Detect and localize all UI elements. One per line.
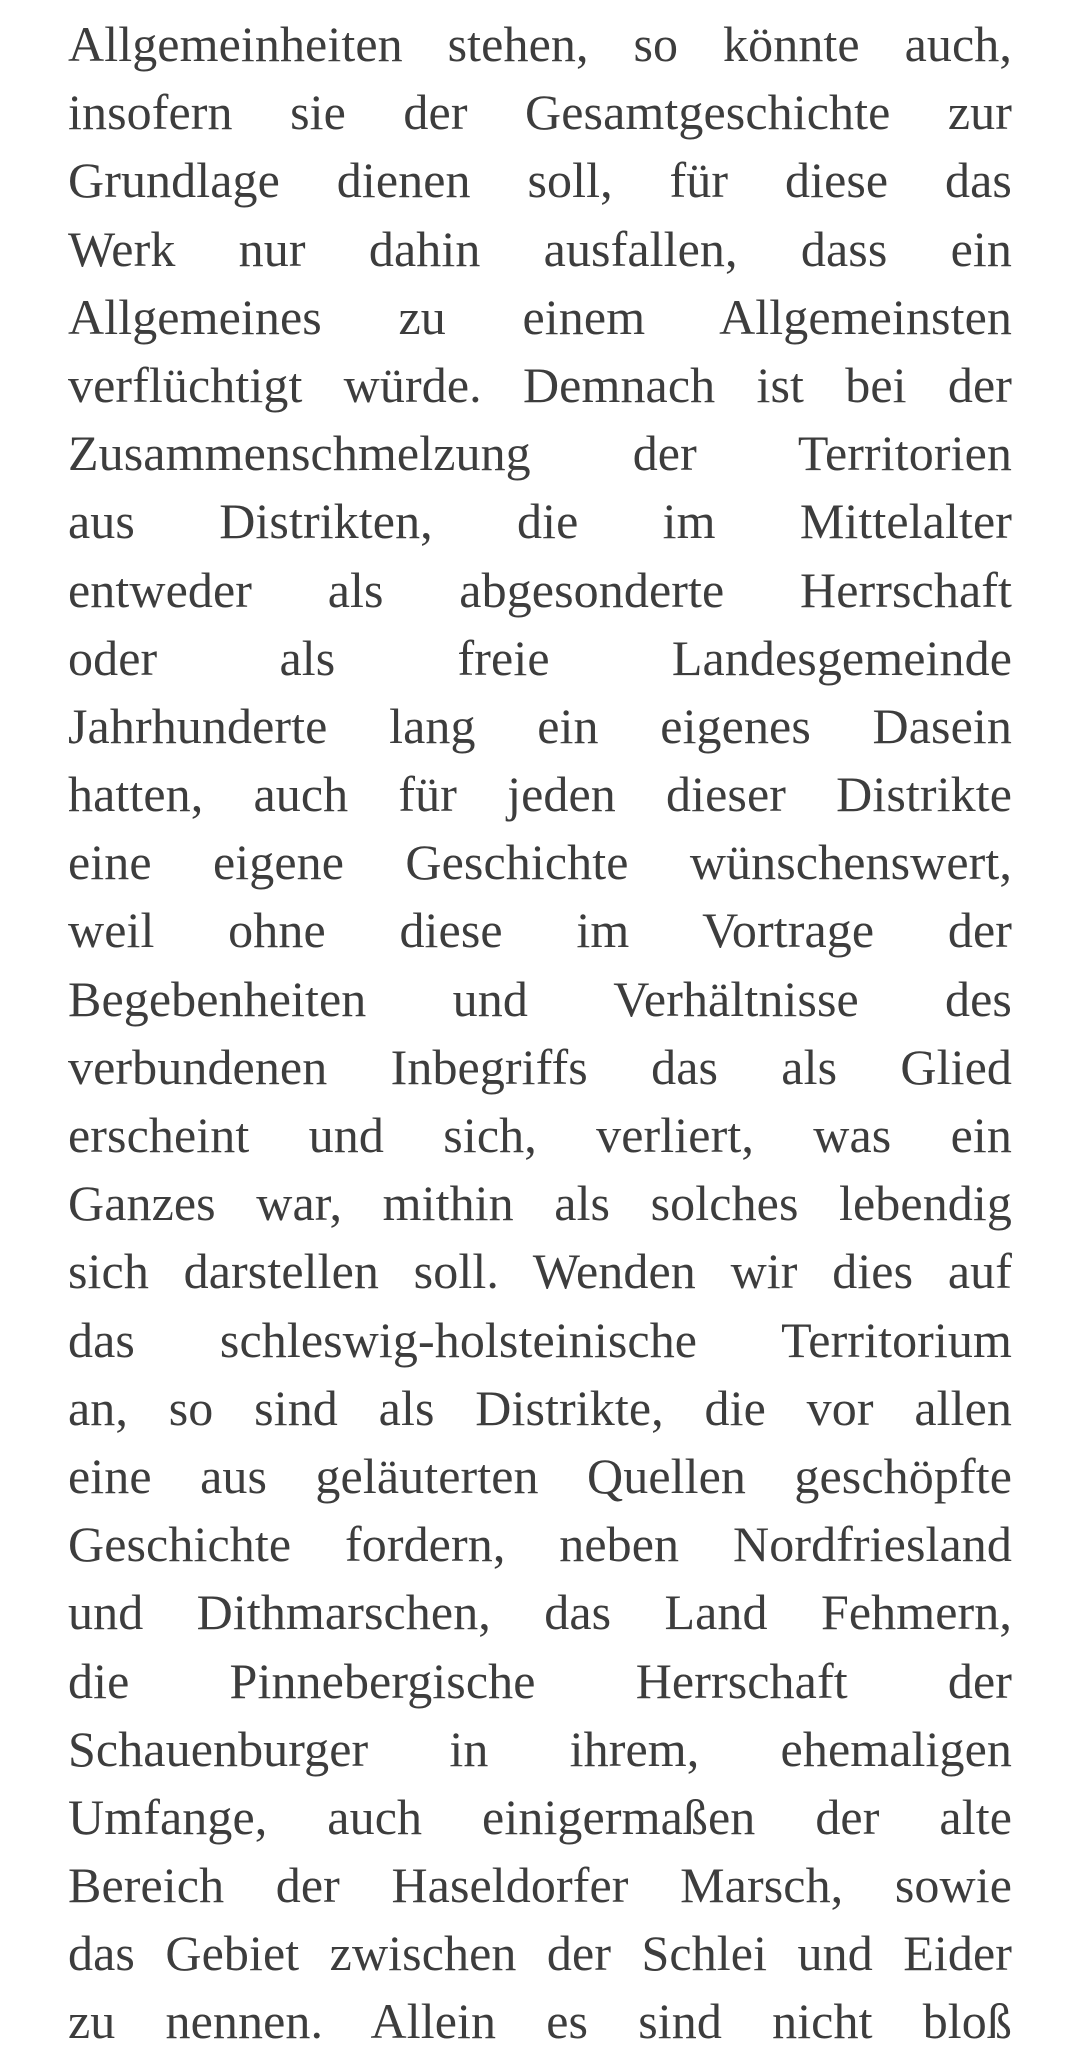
text-line: Begebenheiten und Verhältnisse des — [68, 970, 1012, 1027]
text-line: entweder als abgesonderte Herrschaft — [68, 561, 1012, 618]
text-line: sich darstellen soll. Wenden wir dies auf — [68, 1243, 1012, 1300]
document-body — [68, 10, 1012, 2056]
text-line: Umfange, auch einigermaßen der alte — [68, 1788, 1012, 1845]
text-line: und Dithmarschen, das Land Fehmern, — [68, 1584, 1012, 1641]
text-line: eine aus geläuterten Quellen geschöpfte — [68, 1447, 1012, 1504]
text-line: eine eigene Geschichte wünschenswert, — [68, 834, 1012, 891]
text-line: Grundlage dienen soll, für diese das — [68, 152, 1012, 209]
text-line: Bereich der Haseldorfer Marsch, sowie — [68, 1857, 1012, 1914]
text-line: das schleswig-holsteinische Territorium — [68, 1311, 1012, 1368]
text-line: die Pinnebergische Herrschaft der — [68, 1652, 1012, 1709]
text-line: Werk nur dahin ausfallen, dass ein — [68, 220, 1012, 277]
text-line: weil ohne diese im Vortrage der — [68, 902, 1012, 959]
text-line: oder als freie Landesgemeinde — [68, 629, 1012, 686]
text-line: Zusammenschmelzung der Territorien — [68, 425, 1012, 482]
text-line: Geschichte fordern, neben Nordfriesland — [68, 1516, 1012, 1573]
text-line: Jahrhunderte lang ein eigenes Dasein — [68, 697, 1012, 754]
text-line: zu nennen. Allein es sind nicht bloß — [68, 1993, 1012, 2050]
text-line: Schauenburger in ihrem, ehemaligen — [68, 1720, 1012, 1777]
text-line: Allgemeines zu einem Allgemeinsten — [68, 288, 1012, 345]
text-line: aus Distrikten, die im Mittelalter — [68, 493, 1012, 550]
text-line: insofern sie der Gesamtgeschichte zur — [68, 84, 1012, 141]
text-line: erscheint und sich, verliert, was ein — [68, 1107, 1012, 1163]
text-line: verflüchtigt würde. Demnach ist bei der — [68, 356, 1012, 413]
text-line: Allgemeinheiten stehen, so könnte auch, — [68, 16, 1012, 72]
text-line: Ganzes war, mithin als solches lebendig — [68, 1175, 1012, 1232]
text-line: das Gebiet zwischen der Schlei und Eider — [68, 1925, 1012, 1982]
text-line: hatten, auch für jeden dieser Distrikte — [68, 766, 1012, 823]
text-line: an, so sind als Distrikte, die vor allen — [68, 1379, 1012, 1436]
text-line: verbundenen Inbegriffs das als Glied — [68, 1038, 1012, 1095]
